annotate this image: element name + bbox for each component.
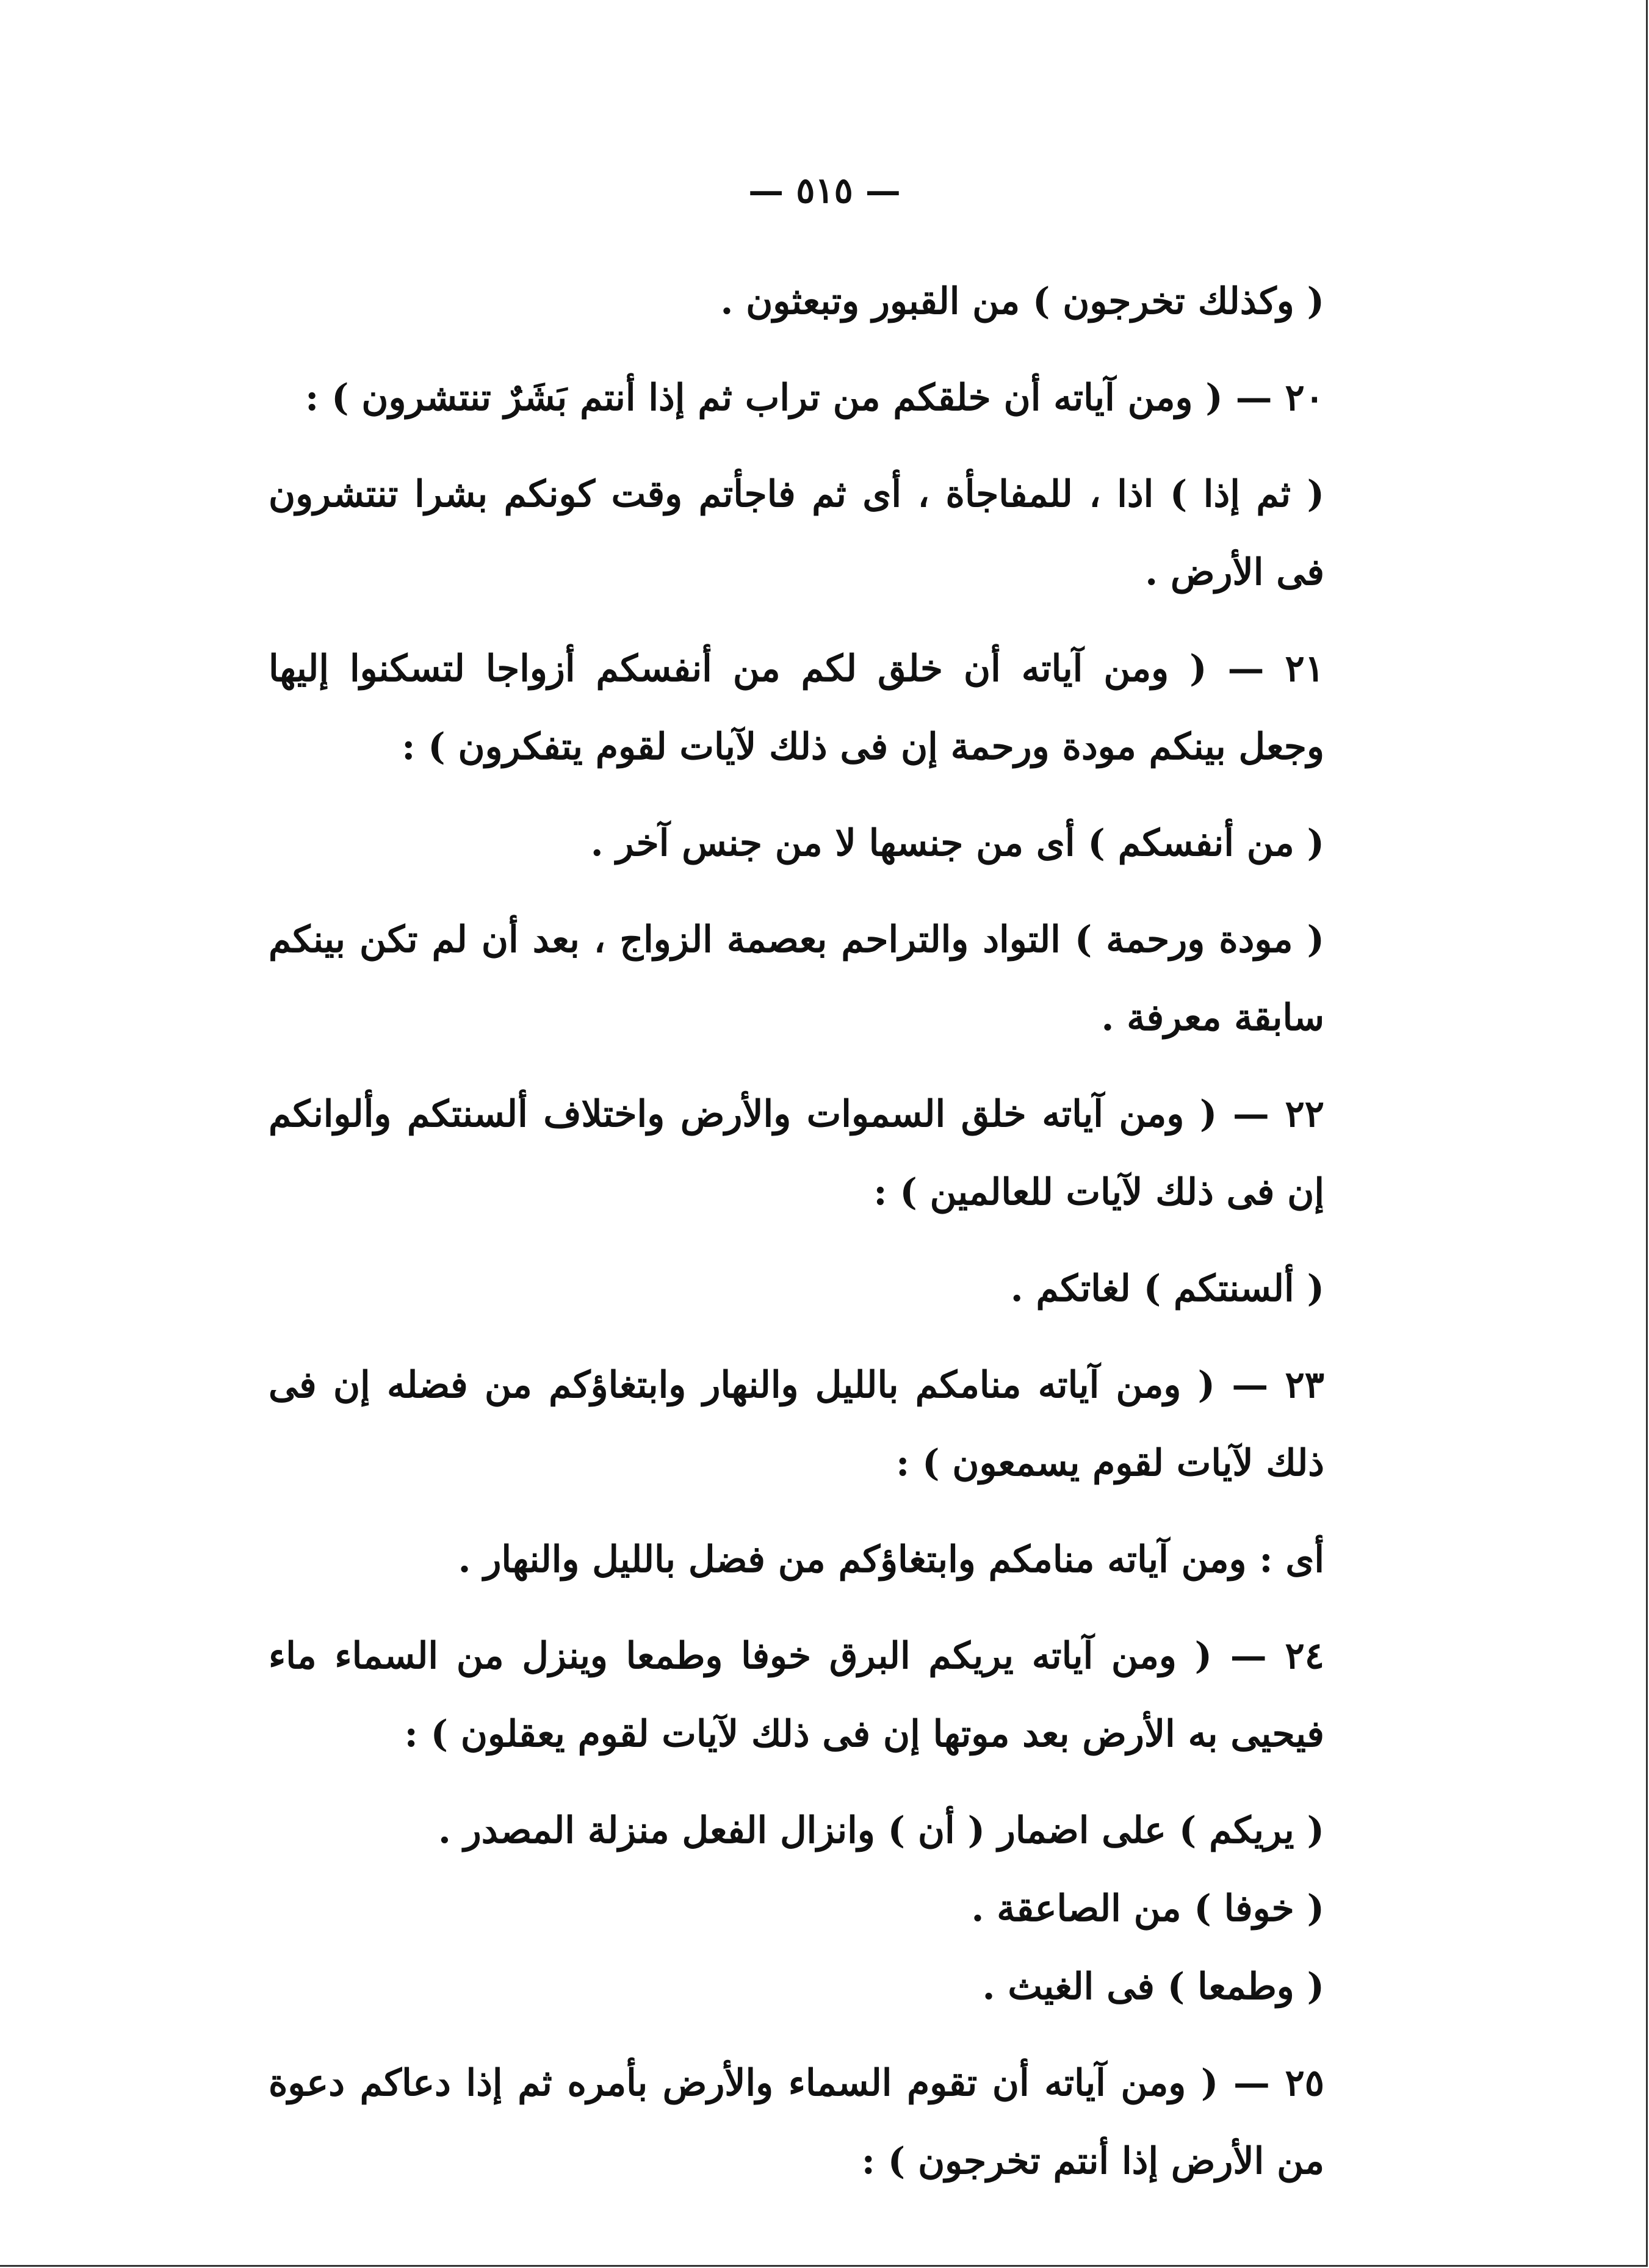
- paragraph-verse-23: ٢٣ — ( ومن آياته منامكم بالليل والنهار وابتغاؤكم من فضله إن فى ذلك لآيات لقوم يسمعون ) :: [269, 1364, 1324, 1485]
- paragraph-verse-22: ٢٢ — ( ومن آياته خلق السموات والأرض واختلاف ألسنتكم وألوانكم إن فى ذلك لآيات للعالمين ) :: [269, 1093, 1324, 1214]
- paragraph-8: ( ألسنتكم ) لغاتكم .: [1010, 1267, 1324, 1310]
- paragraph-3: ( ثم إذا ) اذا ، للمفاجأة ، أى ثم فاجأتم وقت كونكم بشرا تنتشرون فى الأرض .: [269, 473, 1324, 594]
- paragraph-14: ( وطمعا ) فى الغيث .: [982, 1965, 1324, 2008]
- paragraph-verse-21: ٢١ — ( ومن آياته أن خلق لكم من أنفسكم أزواجا لتسكنوا إليها وجعل بينكم مودة ورحمة إن فى ذلك لآيات لقوم يتفكرون ) :: [269, 647, 1324, 768]
- paragraph-5: ( من أنفسكم ) أى من جنسها لا من جنس آخر .: [590, 822, 1324, 865]
- paragraph-12: ( يريكم ) على اضمار ( أن ) وانزال الفعل منزلة المصدر .: [438, 1809, 1324, 1852]
- paragraph-6: ( مودة ورحمة ) التواد والتراحم بعصمة الزواج ، بعد أن لم تكن بينكم سابقة معرفة .: [269, 918, 1324, 1039]
- page-number: — ٥١٥ —: [748, 170, 901, 211]
- text-body: [269, 262, 1416, 2200]
- paragraph-verse-24: ٢٤ — ( ومن آياته يريكم البرق خوفا وطمعا وينزل من السماء ماء فيحيى به الأرض بعد موتها إن فى ذلك لآيات لقوم يعقلون ) :: [269, 1635, 1324, 1755]
- paragraph-10: أى : ومن آياته منامكم وابتغاؤكم من فضل بالليل والنهار .: [458, 1538, 1324, 1581]
- paragraph-verse-20: ٢٠ — ( ومن آياته أن خلقكم من تراب ثم إذا أنتم بَشَرٌ تنتشرون ) :: [305, 376, 1324, 419]
- paragraph-1: ( وكذلك تخرجون ) من القبور وتبعثون .: [720, 280, 1324, 323]
- paragraph-verse-25: ٢٥ — ( ومن آياته أن تقوم السماء والأرض بأمره ثم إذا دعاكم دعوة من الأرض إذا أنتم تخرجون ) :: [269, 2062, 1324, 2183]
- paragraph-13: ( خوفا ) من الصاعقة .: [971, 1887, 1324, 1930]
